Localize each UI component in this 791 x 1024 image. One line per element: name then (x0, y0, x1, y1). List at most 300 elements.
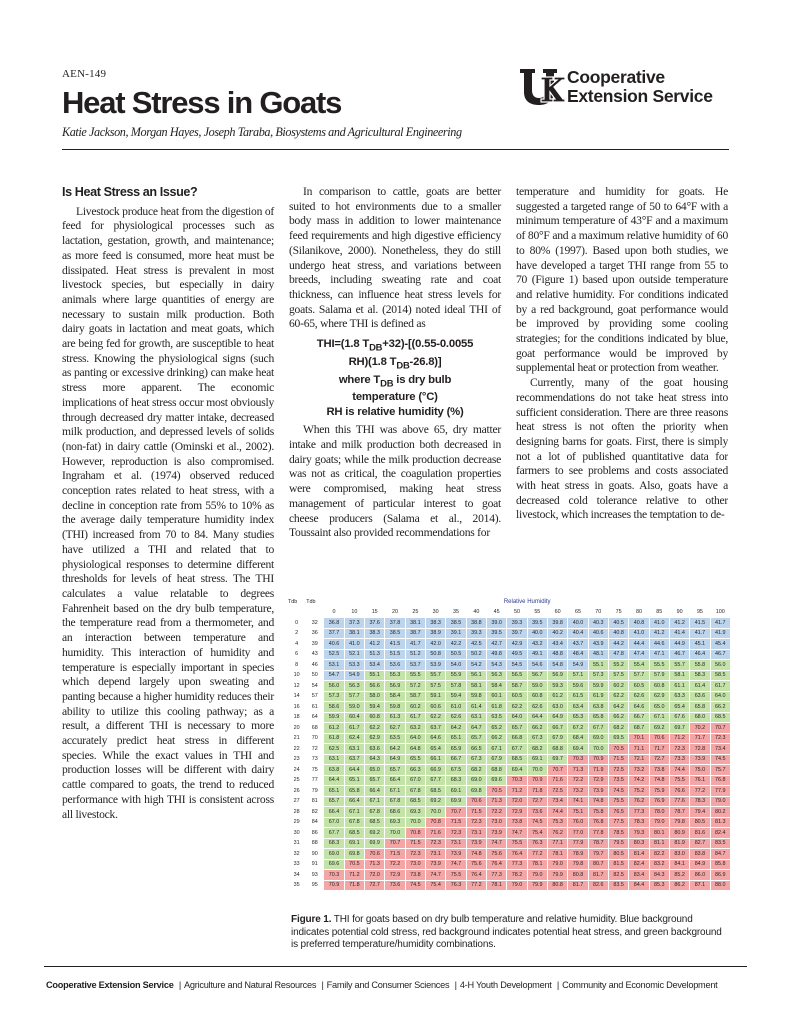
thi-cell: 72.8 (690, 744, 710, 755)
thi-cell: 70.6 (466, 796, 486, 807)
thi-cell: 72.3 (426, 838, 446, 849)
thi-cell: 79.9 (527, 880, 547, 891)
thi-cell: 66.5 (466, 744, 486, 755)
table-row (288, 733, 731, 744)
thi-cell: 64.4 (344, 765, 364, 776)
table-row (288, 681, 731, 692)
tdb-f-cell: 93 (306, 870, 324, 881)
thi-table-figure (287, 596, 731, 910)
thi-cell: 52.1 (344, 649, 364, 660)
thi-cell: 64.0 (507, 712, 527, 723)
thi-cell: 66.7 (547, 723, 567, 734)
page-title: Heat Stress in Goats (62, 85, 342, 120)
thi-cell: 64.0 (405, 733, 425, 744)
thi-cell: 67.5 (446, 765, 466, 776)
thi-cell: 53.6 (385, 660, 405, 671)
humidity-header-cell: 60 (547, 607, 567, 618)
tdb-c-cell: 33 (288, 859, 306, 870)
thi-cell: 73.9 (466, 838, 486, 849)
footer-divider (44, 966, 747, 967)
thi-cell: 72.7 (365, 880, 385, 891)
thi-cell: 86.0 (690, 870, 710, 881)
thi-cell: 78.3 (629, 817, 649, 828)
thi-cell: 73.5 (608, 775, 628, 786)
humidity-header-cell: 35 (446, 607, 466, 618)
thi-cell: 80.1 (649, 828, 669, 839)
thi-cell: 61.2 (547, 691, 567, 702)
tdb-f-cell: 61 (306, 702, 324, 713)
thi-cell: 54.9 (568, 660, 588, 671)
thi-cell: 74.7 (426, 870, 446, 881)
thi-cell: 51.2 (405, 649, 425, 660)
thi-cell: 64.4 (527, 712, 547, 723)
thi-cell: 41.4 (669, 628, 689, 639)
footer-program: Agriculture and Natural Resources (184, 980, 317, 990)
thi-cell: 67.9 (547, 733, 567, 744)
thi-cell: 65.7 (365, 775, 385, 786)
thi-cell: 68.8 (487, 765, 507, 776)
thi-cell: 69.9 (446, 796, 466, 807)
thi-cell: 49.8 (487, 649, 507, 660)
thi-cell: 66.4 (324, 807, 344, 818)
thi-cell: 75.5 (507, 838, 527, 849)
thi-cell: 50.8 (426, 649, 446, 660)
thi-cell: 65.1 (344, 775, 364, 786)
thi-cell: 59.8 (385, 702, 405, 713)
thi-cell: 71.5 (608, 754, 628, 765)
thi-cell: 78.2 (507, 870, 527, 881)
thi-cell: 39.0 (487, 618, 507, 629)
thi-cell: 68.5 (710, 712, 730, 723)
thi-cell: 61.8 (324, 733, 344, 744)
thi-cell: 81.7 (588, 870, 608, 881)
thi-cell: 70.3 (507, 775, 527, 786)
thi-cell: 66.7 (629, 712, 649, 723)
thi-cell: 77.2 (690, 786, 710, 797)
thi-cell: 75.9 (649, 786, 669, 797)
thi-cell: 65.3 (568, 712, 588, 723)
thi-cell: 40.0 (568, 618, 588, 629)
thi-cell: 73.9 (690, 754, 710, 765)
thi-cell: 69.4 (568, 744, 588, 755)
tdb-c-cell: 29 (288, 817, 306, 828)
thi-cell: 67.1 (487, 744, 507, 755)
thi-cell: 69.5 (608, 733, 628, 744)
thi-cell: 40.6 (588, 628, 608, 639)
publication-number: AEN-149 (62, 68, 107, 80)
thi-cell: 39.3 (466, 628, 486, 639)
thi-cell: 36.8 (324, 618, 344, 629)
thi-cell: 78.0 (649, 807, 669, 818)
thi-cell: 72.2 (487, 807, 507, 818)
logo-line-cooperative: Cooperative (567, 67, 665, 87)
thi-cell: 59.9 (588, 681, 608, 692)
eq-text: RH is relative humidity (%) (326, 405, 464, 418)
thi-cell: 57.3 (324, 691, 344, 702)
thi-cell: 61.7 (344, 723, 364, 734)
thi-cell: 52.5 (324, 649, 344, 660)
thi-cell: 77.1 (547, 838, 567, 849)
thi-cell: 73.2 (568, 786, 588, 797)
thi-cell: 40.8 (608, 628, 628, 639)
thi-cell: 55.5 (649, 660, 669, 671)
thi-cell: 79.0 (649, 817, 669, 828)
thi-cell: 56.3 (344, 681, 364, 692)
thi-cell: 76.8 (710, 775, 730, 786)
tdb-f-cell: 36 (306, 628, 324, 639)
thi-cell: 80.8 (568, 870, 588, 881)
thi-cell: 63.5 (385, 733, 405, 744)
thi-cell: 62.9 (365, 733, 385, 744)
thi-cell: 73.4 (710, 744, 730, 755)
thi-cell: 71.7 (649, 744, 669, 755)
thi-cell: 55.7 (669, 660, 689, 671)
thi-cell: 51.3 (365, 649, 385, 660)
thi-cell: 57.7 (344, 691, 364, 702)
thi-cell: 71.6 (426, 828, 446, 839)
thi-cell: 67.7 (507, 744, 527, 755)
thi-cell: 69.6 (324, 859, 344, 870)
thi-cell: 67.8 (365, 807, 385, 818)
tdb-c-cell: 27 (288, 796, 306, 807)
thi-cell: 69.8 (466, 786, 486, 797)
thi-cell: 78.5 (608, 828, 628, 839)
footer-separator: | (321, 980, 324, 990)
thi-cell: 65.1 (446, 733, 466, 744)
thi-cell: 44.9 (669, 639, 689, 650)
thi-cell: 85.2 (669, 870, 689, 881)
thi-cell: 70.5 (487, 786, 507, 797)
thi-cell: 71.3 (568, 765, 588, 776)
thi-cell: 67.1 (344, 807, 364, 818)
footer-program: Family and Consumer Sciences (326, 980, 450, 990)
tdb-c-cell: 25 (288, 775, 306, 786)
thi-cell: 84.4 (629, 880, 649, 891)
thi-cell: 86.9 (710, 870, 730, 881)
thi-cell: 71.1 (629, 744, 649, 755)
thi-cell: 65.8 (690, 702, 710, 713)
thi-cell: 70.0 (426, 807, 446, 818)
thi-cell: 65.7 (385, 765, 405, 776)
footer-program: Community and Economic Development (562, 980, 718, 990)
thi-cell: 74.8 (588, 796, 608, 807)
thi-cell: 61.9 (588, 691, 608, 702)
thi-cell: 70.9 (324, 880, 344, 891)
eq-text: is dry bulb (393, 373, 452, 386)
thi-cell: 80.5 (690, 817, 710, 828)
thi-cell: 56.0 (324, 681, 344, 692)
tdb-c-cell: 32 (288, 849, 306, 860)
thi-cell: 41.0 (344, 639, 364, 650)
tdb-f-cell: 81 (306, 796, 324, 807)
thi-cell: 70.9 (588, 754, 608, 765)
thi-cell: 80.8 (547, 880, 567, 891)
thi-cell: 57.5 (608, 670, 628, 681)
humidity-header-cell: 0 (324, 607, 344, 618)
thi-cell: 72.0 (365, 870, 385, 881)
thi-cell: 61.7 (710, 681, 730, 692)
tdb-c-cell: 12 (288, 681, 306, 692)
thi-cell: 69.7 (669, 723, 689, 734)
table-row (288, 628, 731, 639)
article-column-3 (516, 185, 728, 580)
humidity-header-cell: 65 (568, 607, 588, 618)
thi-cell: 67.3 (527, 733, 547, 744)
tdb-f-cell: 57 (306, 691, 324, 702)
thi-cell: 74.2 (629, 775, 649, 786)
thi-cell: 71.9 (588, 765, 608, 776)
thi-cell: 40.6 (324, 639, 344, 650)
humidity-values-row (288, 607, 731, 618)
thi-cell: 71.2 (507, 786, 527, 797)
table-row (288, 712, 731, 723)
thi-cell: 39.5 (527, 618, 547, 629)
thi-cell: 73.0 (487, 817, 507, 828)
humidity-header-cell: 25 (405, 607, 425, 618)
thi-cell: 73.3 (669, 754, 689, 765)
thi-cell: 37.3 (344, 618, 364, 629)
tdb-c-cell: 14 (288, 691, 306, 702)
thi-cell: 56.0 (710, 660, 730, 671)
table-row (288, 754, 731, 765)
thi-cell: 59.0 (527, 681, 547, 692)
thi-cell: 41.0 (649, 618, 669, 629)
table-row (288, 786, 731, 797)
relative-humidity-title: Relative Humidity (324, 597, 731, 608)
thi-cell: 63.8 (324, 765, 344, 776)
thi-cell: 88.0 (710, 880, 730, 891)
thi-cell: 48.8 (547, 649, 567, 660)
thi-cell: 62.6 (527, 702, 547, 713)
tdb-f-cell: 90 (306, 849, 324, 860)
thi-cell: 81.7 (568, 880, 588, 891)
thi-table (287, 596, 731, 891)
thi-table-body (288, 618, 731, 891)
header-tdb-c: Tdb (288, 597, 306, 608)
thi-cell: 79.8 (568, 859, 588, 870)
thi-cell: 39.1 (446, 628, 466, 639)
thi-cell: 43.2 (527, 639, 547, 650)
tdb-f-cell: 77 (306, 775, 324, 786)
thi-cell: 61.1 (669, 681, 689, 692)
thi-cell: 81.9 (669, 838, 689, 849)
thi-cell: 84.9 (690, 859, 710, 870)
thi-cell: 54.5 (507, 660, 527, 671)
humidity-header-cell: 10 (344, 607, 364, 618)
thi-cell: 81.3 (710, 817, 730, 828)
thi-cell: 72.9 (588, 775, 608, 786)
header-tdb-f: Tdb (306, 597, 324, 608)
thi-cell: 62.5 (324, 744, 344, 755)
thi-cell: 62.4 (344, 733, 364, 744)
thi-cell: 57.7 (629, 670, 649, 681)
thi-cell: 72.3 (710, 733, 730, 744)
thi-cell: 62.7 (385, 723, 405, 734)
authors-line: Katie Jackson, Morgan Hayes, Joseph Taraba, Biosystems and Agricultural Engineering (62, 125, 462, 139)
thi-cell: 74.7 (487, 838, 507, 849)
thi-cell: 41.5 (690, 618, 710, 629)
thi-cell: 39.8 (547, 618, 567, 629)
tdb-f-cell: 32 (306, 618, 324, 629)
eq-text: temperature (°C) (352, 391, 438, 404)
thi-cell: 72.7 (649, 754, 669, 765)
humidity-header-cell: 80 (629, 607, 649, 618)
thi-cell: 77.2 (466, 880, 486, 891)
thi-cell: 63.0 (547, 702, 567, 713)
thi-cell: 62.2 (365, 723, 385, 734)
tdb-c-cell: 24 (288, 765, 306, 776)
thi-cell: 66.8 (507, 733, 527, 744)
tdb-f-cell: 50 (306, 670, 324, 681)
logo-line-extension-service: Extension Service (567, 86, 713, 106)
thi-cell: 74.7 (507, 828, 527, 839)
thi-cell: 56.5 (507, 670, 527, 681)
tdb-c-cell: 22 (288, 744, 306, 755)
thi-cell: 71.6 (547, 775, 567, 786)
thi-cell: 76.2 (547, 828, 567, 839)
thi-cell: 55.9 (446, 670, 466, 681)
thi-cell: 50.2 (466, 649, 486, 660)
paragraph: In comparison to cattle, goats are better suited to hot environments due to a smaller body mass in addition to lower maintenance feed requirements and high digestive efficiency (Silanikove, 2000). Nonetheless, they do still undergo heat stress, and variations between breeds, including sweating rate and coat thickness, can influence heat stress levels for goats. Salama et al. (2014) noted ideal THI of 60-65, where THI is defined as (289, 185, 501, 331)
thi-cell: 39.7 (507, 628, 527, 639)
tdb-c-cell: 8 (288, 660, 306, 671)
thi-cell: 70.1 (629, 733, 649, 744)
thi-cell: 70.0 (405, 817, 425, 828)
thi-cell: 60.8 (649, 681, 669, 692)
thi-cell: 79.8 (669, 817, 689, 828)
thi-cell: 76.1 (690, 775, 710, 786)
thi-cell: 58.7 (507, 681, 527, 692)
eq-text: RH)(1.8 T (348, 355, 397, 368)
thi-cell: 62.6 (446, 712, 466, 723)
thi-cell: 66.9 (426, 765, 446, 776)
thi-cell: 83.5 (710, 838, 730, 849)
thi-cell: 76.0 (568, 817, 588, 828)
paragraph: Currently, many of the goat housing recommendations do not take heat stress into sufficient consideration. There are three reasons heat stress is not often the priority when designing barns for goats. First, there is simply not a lot of published quantitative data for farmers to see problems and costs associated with heat stress in goats. Also, goats have a decreased cold tolerance relative to other livestock, which increases the temptation to de- (516, 376, 728, 522)
thi-cell: 56.1 (466, 670, 486, 681)
thi-cell: 80.9 (669, 828, 689, 839)
thi-cell: 42.5 (466, 639, 486, 650)
thi-cell: 70.7 (446, 807, 466, 818)
thi-cell: 53.9 (426, 660, 446, 671)
thi-cell: 53.3 (344, 660, 364, 671)
thi-cell: 45.4 (710, 639, 730, 650)
thi-cell: 72.3 (466, 817, 486, 828)
thi-cell: 44.4 (629, 639, 649, 650)
thi-cell: 79.3 (629, 828, 649, 839)
table-row (288, 723, 731, 734)
header-spacer (288, 607, 306, 618)
section-heading: Is Heat Stress an Issue? (62, 185, 198, 199)
thi-cell: 66.3 (405, 765, 425, 776)
thi-cell: 73.8 (507, 817, 527, 828)
thi-cell: 71.2 (669, 733, 689, 744)
thi-cell: 59.6 (568, 681, 588, 692)
thi-cell: 63.2 (405, 723, 425, 734)
thi-cell: 84.3 (649, 870, 669, 881)
paragraph: When this THI was above 65, dry matter intake and milk production both decreased in dairy goats; while the milk production decrease was not as critical, the coagulation properties were compromised, making heat stress management of particular interest to goat cheese producers (Salama et al., 2014). Toussaint also provided recommendations for (289, 423, 501, 540)
thi-cell: 73.8 (405, 870, 425, 881)
thi-cell: 74.7 (446, 859, 466, 870)
thi-cell: 63.8 (588, 702, 608, 713)
thi-cell: 42.9 (507, 639, 527, 650)
thi-cell: 41.5 (385, 639, 405, 650)
thi-cell: 78.1 (547, 849, 567, 860)
thi-cell: 40.2 (547, 628, 567, 639)
thi-cell: 69.8 (344, 849, 364, 860)
thi-cell: 57.3 (588, 670, 608, 681)
thi-cell: 73.1 (446, 838, 466, 849)
thi-cell: 79.0 (527, 870, 547, 881)
humidity-header-cell: 90 (669, 607, 689, 618)
thi-cell: 71.5 (405, 838, 425, 849)
thi-cell: 56.9 (385, 681, 405, 692)
thi-cell: 77.9 (568, 838, 588, 849)
thi-cell: 69.6 (487, 775, 507, 786)
thi-cell: 68.5 (426, 786, 446, 797)
thi-cell: 82.4 (710, 828, 730, 839)
thi-cell: 77.5 (608, 817, 628, 828)
thi-cell: 63.1 (324, 754, 344, 765)
thi-cell: 85.3 (649, 880, 669, 891)
thi-cell: 83.8 (690, 849, 710, 860)
thi-cell: 67.8 (344, 817, 364, 828)
thi-cell: 81.4 (629, 849, 649, 860)
thi-cell: 74.5 (405, 880, 425, 891)
footer-separator: | (454, 980, 457, 990)
thi-cell: 87.1 (690, 880, 710, 891)
thi-cell: 51.5 (385, 649, 405, 660)
thi-cell: 76.4 (487, 859, 507, 870)
thi-cell: 38.3 (426, 618, 446, 629)
thi-cell: 75.6 (466, 859, 486, 870)
thi-cell: 77.9 (710, 786, 730, 797)
thi-cell: 71.2 (344, 870, 364, 881)
thi-cell: 38.8 (466, 618, 486, 629)
thi-cell: 43.4 (547, 639, 567, 650)
thi-cell: 67.1 (385, 786, 405, 797)
tdb-c-cell: 35 (288, 880, 306, 891)
humidity-header-cell: 30 (426, 607, 446, 618)
thi-cell: 86.2 (669, 880, 689, 891)
thi-cell: 64.3 (365, 754, 385, 765)
thi-cell: 45.1 (690, 639, 710, 650)
thi-cell: 60.5 (629, 681, 649, 692)
thi-cell: 61.5 (568, 691, 588, 702)
thi-cell: 74.5 (608, 786, 628, 797)
thi-cell: 71.5 (466, 807, 486, 818)
thi-cell: 70.8 (426, 817, 446, 828)
thi-cell: 70.5 (344, 859, 364, 870)
thi-cell: 68.0 (690, 712, 710, 723)
thi-cell: 62.9 (649, 691, 669, 702)
thi-cell: 67.0 (324, 817, 344, 828)
thi-cell: 38.5 (446, 618, 466, 629)
thi-cell: 79.5 (608, 838, 628, 849)
thi-cell: 82.4 (629, 859, 649, 870)
tdb-c-cell: 18 (288, 712, 306, 723)
thi-cell: 68.3 (446, 775, 466, 786)
thi-cell: 67.8 (385, 796, 405, 807)
thi-cell: 67.7 (588, 723, 608, 734)
thi-cell: 60.2 (405, 702, 425, 713)
tdb-f-cell: 82 (306, 807, 324, 818)
table-row (288, 670, 731, 681)
thi-cell: 47.4 (629, 649, 649, 660)
thi-cell: 68.5 (344, 828, 364, 839)
tdb-f-cell: 91 (306, 859, 324, 870)
thi-cell: 69.9 (365, 838, 385, 849)
